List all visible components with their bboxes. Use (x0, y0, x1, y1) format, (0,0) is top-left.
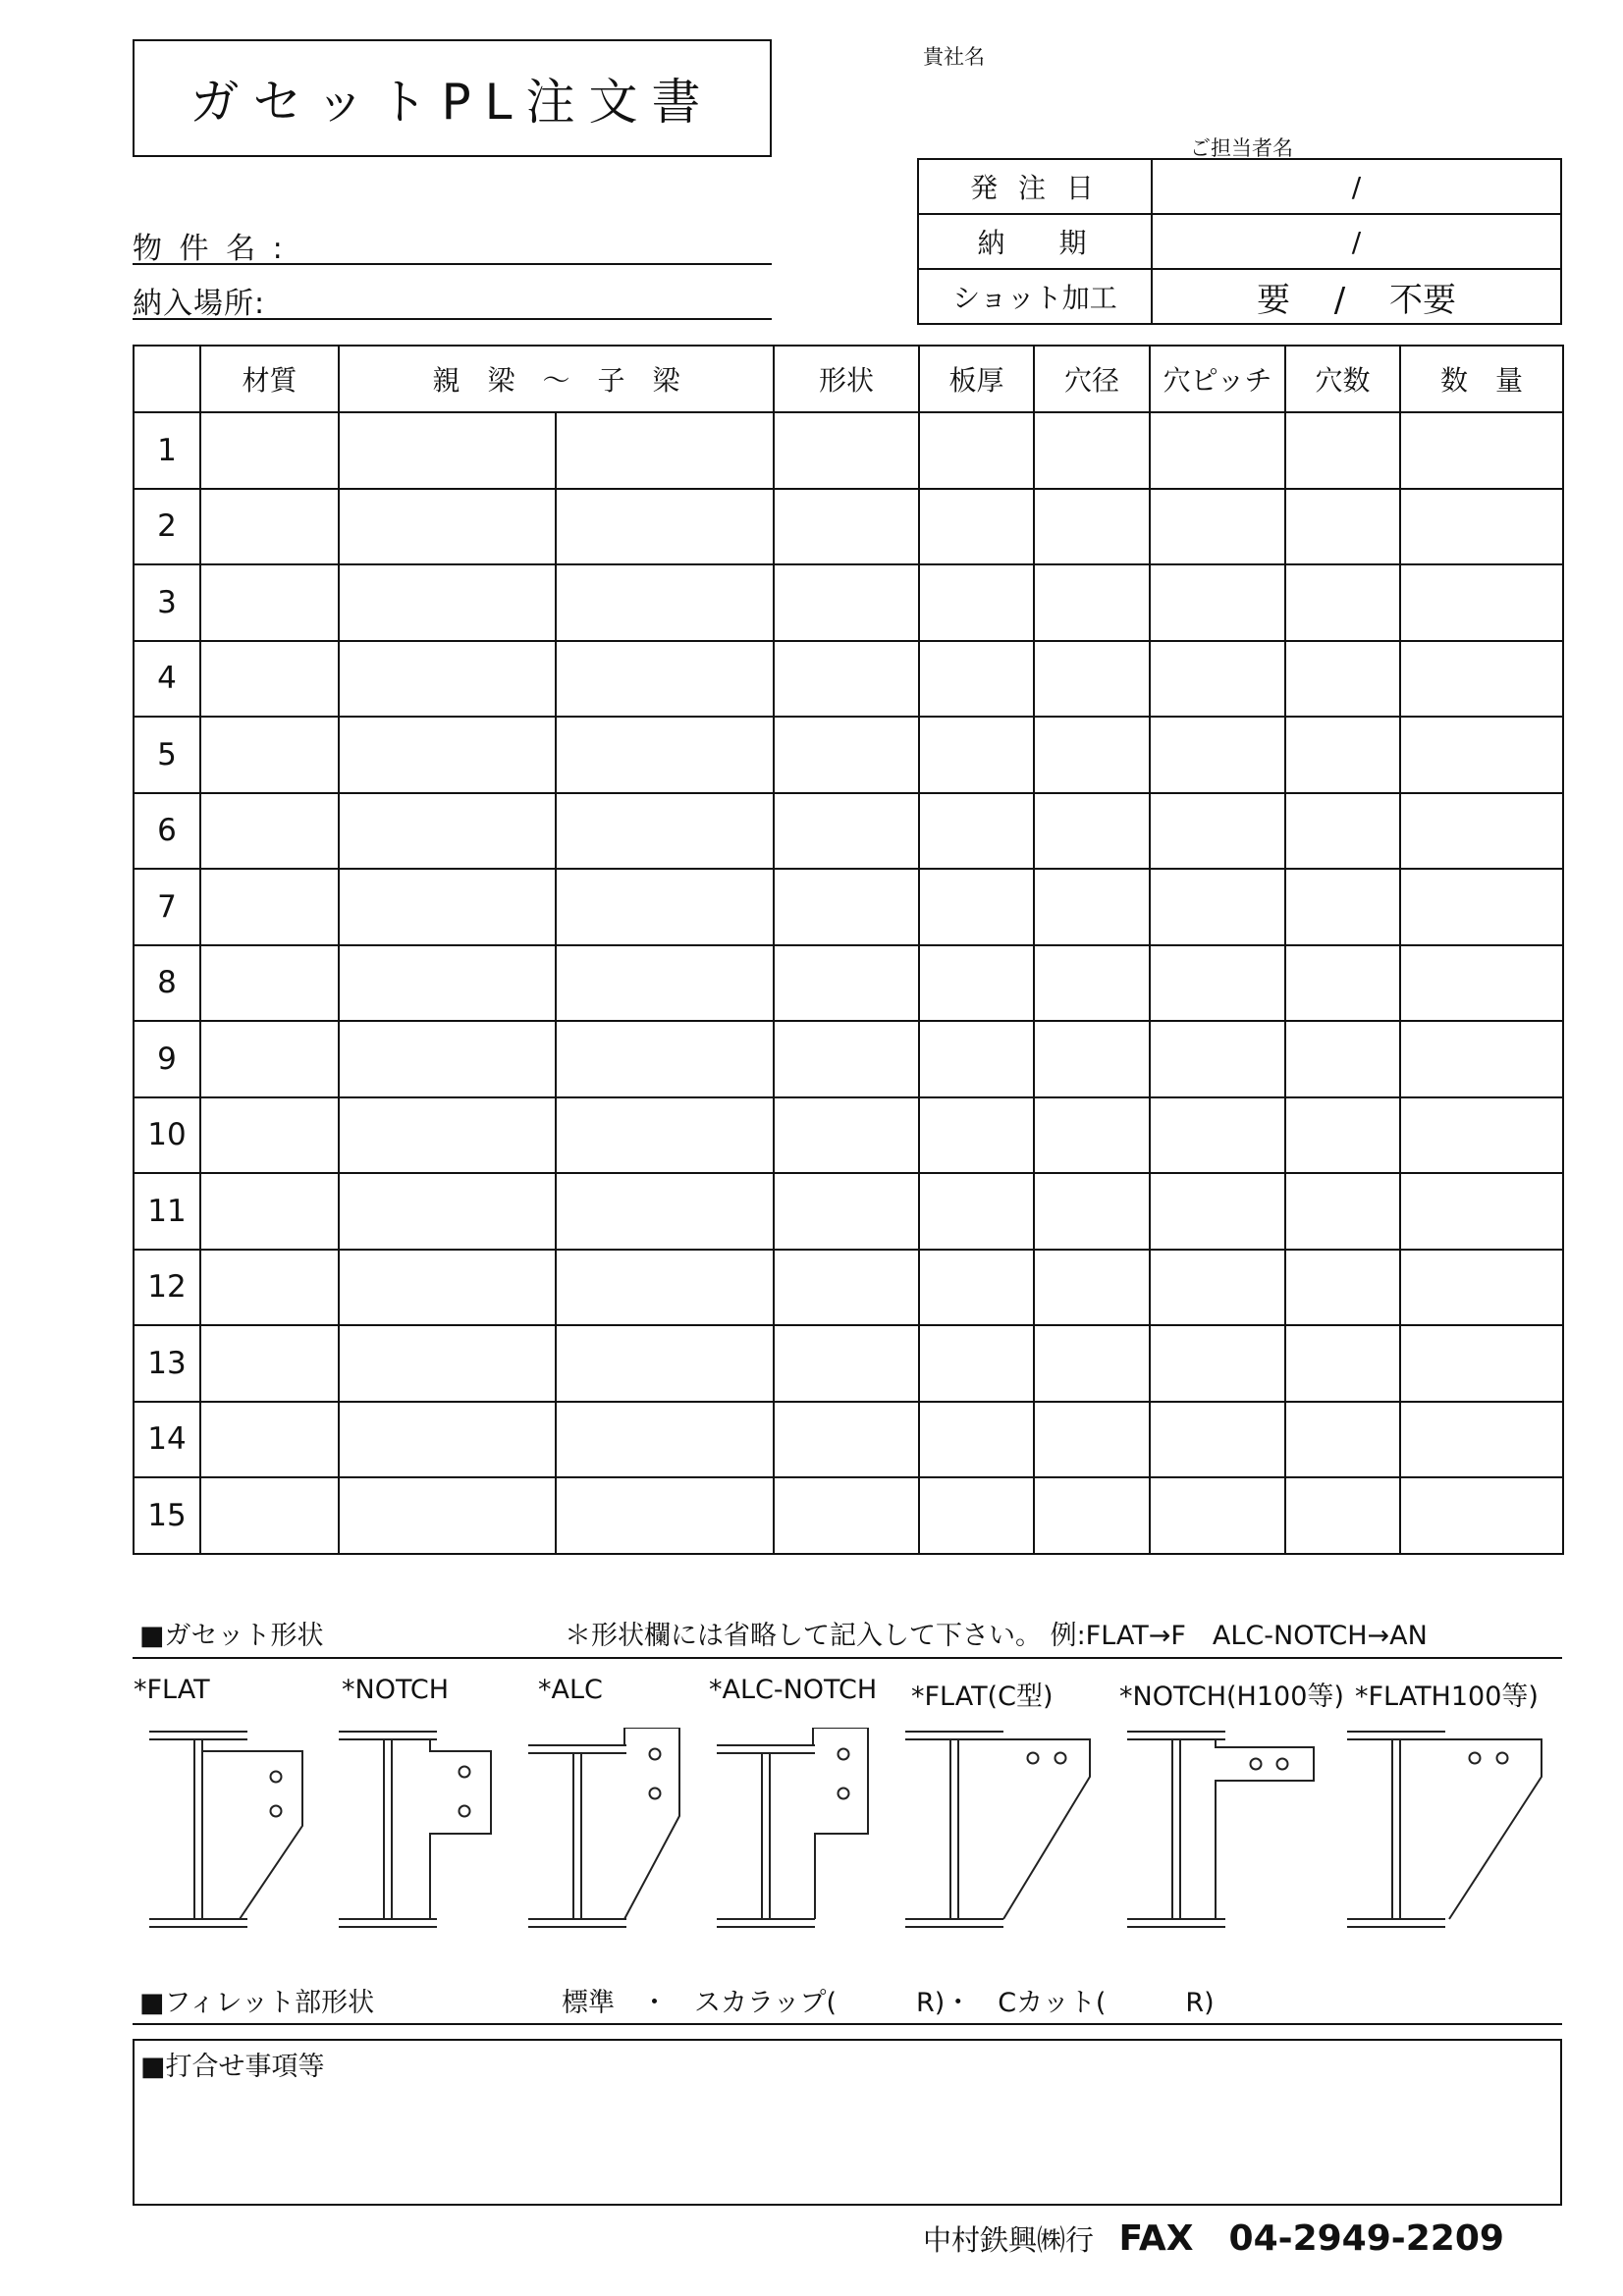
fillet-shape-options: 標準 ・ スカラップ( R)・ Cカット( R) (562, 1988, 1215, 2018)
row-number: 5 (134, 717, 200, 793)
hole-pitch-cell[interactable] (1150, 869, 1285, 945)
table-row (134, 564, 1563, 641)
hole-diameter-cell[interactable] (1034, 793, 1150, 870)
gusset-shape-heading: ■ガセット形状 (139, 1621, 324, 1651)
child-beam-cell[interactable] (556, 869, 774, 945)
project-name-field[interactable] (133, 224, 772, 265)
hole-pitch-cell[interactable] (1150, 412, 1285, 489)
hole-count-cell[interactable] (1285, 793, 1400, 870)
hole-pitch-cell[interactable] (1150, 641, 1285, 718)
hole-diameter-cell[interactable] (1034, 412, 1150, 489)
notch-h100-shape-drawing (1127, 1732, 1314, 1927)
parent-beam-cell[interactable] (339, 1021, 556, 1097)
table-row (134, 945, 1563, 1022)
notes-box[interactable] (133, 2039, 1562, 2206)
row-number: 8 (134, 945, 200, 1022)
footer-company: 中村鉄興㈱行 (923, 2223, 1095, 2257)
hole-diameter-cell[interactable] (1034, 1173, 1150, 1250)
shape-cell[interactable] (774, 1477, 919, 1554)
shape-cell[interactable] (774, 1097, 919, 1174)
row-number: 9 (134, 1021, 200, 1097)
material-cell[interactable] (200, 1402, 339, 1478)
hole-pitch-cell[interactable] (1150, 1325, 1285, 1402)
hole-count-cell[interactable] (1285, 489, 1400, 565)
thickness-cell[interactable] (919, 641, 1034, 718)
row-number: 4 (134, 641, 200, 718)
thickness-cell[interactable] (919, 412, 1034, 489)
parent-beam-cell[interactable] (339, 1477, 556, 1554)
header-quantity: 数 量 (1400, 346, 1563, 412)
child-beam-cell[interactable] (556, 1325, 774, 1402)
child-beam-cell[interactable] (556, 641, 774, 718)
child-beam-cell[interactable] (556, 1173, 774, 1250)
shot-processing-field[interactable]: 要 / 不要 (1152, 269, 1561, 324)
shape-cell[interactable] (774, 1325, 919, 1402)
quantity-cell[interactable] (1400, 412, 1563, 489)
thickness-cell[interactable] (919, 1250, 1034, 1326)
table-row (134, 717, 1563, 793)
shape-cell[interactable] (774, 945, 919, 1022)
parent-beam-cell[interactable] (339, 1402, 556, 1478)
table-row (134, 412, 1563, 489)
hole-count-cell[interactable] (1285, 1402, 1400, 1478)
parent-beam-cell[interactable] (339, 641, 556, 718)
quantity-cell[interactable] (1400, 1325, 1563, 1402)
hole-pitch-cell[interactable] (1150, 793, 1285, 870)
material-cell[interactable] (200, 1325, 339, 1402)
parent-beam-cell[interactable] (339, 489, 556, 565)
child-beam-cell[interactable] (556, 1250, 774, 1326)
material-cell[interactable] (200, 412, 339, 489)
thickness-cell[interactable] (919, 564, 1034, 641)
parent-beam-cell[interactable] (339, 945, 556, 1022)
order-date-label: 発 注 日 (918, 159, 1152, 214)
hole-pitch-cell[interactable] (1150, 717, 1285, 793)
hole-diameter-cell[interactable] (1034, 717, 1150, 793)
hole-count-cell[interactable] (1285, 412, 1400, 489)
material-cell[interactable] (200, 793, 339, 870)
table-row (134, 1402, 1563, 1478)
quantity-cell[interactable] (1400, 641, 1563, 718)
quantity-cell[interactable] (1400, 1402, 1563, 1478)
shape-cell[interactable] (774, 1021, 919, 1097)
quantity-cell[interactable] (1400, 945, 1563, 1022)
hole-diameter-cell[interactable] (1034, 869, 1150, 945)
thickness-cell[interactable] (919, 793, 1034, 870)
order-date-row (918, 159, 1561, 214)
thickness-cell[interactable] (919, 1173, 1034, 1250)
shot-processing-label: ショット加工 (918, 269, 1152, 324)
material-cell[interactable] (200, 489, 339, 565)
hole-pitch-cell[interactable] (1150, 564, 1285, 641)
thickness-cell[interactable] (919, 945, 1034, 1022)
table-row (134, 1173, 1563, 1250)
shape-cell[interactable] (774, 564, 919, 641)
header-material: 材質 (200, 346, 339, 412)
hole-diameter-cell[interactable] (1034, 1477, 1150, 1554)
thickness-cell[interactable] (919, 869, 1034, 945)
hole-count-cell[interactable] (1285, 869, 1400, 945)
delivery-date-row (918, 214, 1561, 269)
hole-pitch-cell[interactable] (1150, 1173, 1285, 1250)
header-shape: 形状 (774, 346, 919, 412)
table-row (134, 793, 1563, 870)
header-thickness: 板厚 (919, 346, 1034, 412)
flat-c-shape-drawing (905, 1732, 1090, 1927)
hole-count-cell[interactable] (1285, 1173, 1400, 1250)
thickness-cell[interactable] (919, 717, 1034, 793)
delivery-place-field[interactable] (133, 279, 772, 320)
row-number: 6 (134, 793, 200, 870)
header-no (134, 346, 200, 412)
company-name-label: 貴社名 (923, 45, 985, 69)
hole-pitch-cell[interactable] (1150, 945, 1285, 1022)
flat-h100-shape-drawing (1347, 1732, 1542, 1927)
table-row (134, 1250, 1563, 1326)
delivery-date-label: 納 期 (918, 214, 1152, 269)
table-row (134, 869, 1563, 945)
hole-diameter-cell[interactable] (1034, 945, 1150, 1022)
table-row (134, 1021, 1563, 1097)
row-number: 1 (134, 412, 200, 489)
hole-pitch-cell[interactable] (1150, 1402, 1285, 1478)
footer-fax: FAX 04-2949-2209 (1118, 2218, 1504, 2259)
hole-pitch-cell[interactable] (1150, 1097, 1285, 1174)
thickness-cell[interactable] (919, 1477, 1034, 1554)
material-cell[interactable] (200, 717, 339, 793)
shape-cell[interactable] (774, 1402, 919, 1478)
hole-count-cell[interactable] (1285, 1325, 1400, 1402)
shape-cell[interactable] (774, 1250, 919, 1326)
parent-beam-cell[interactable] (339, 1325, 556, 1402)
alc-shape-drawing (528, 1728, 679, 1927)
child-beam-cell[interactable] (556, 1402, 774, 1478)
table-row (134, 641, 1563, 718)
thickness-cell[interactable] (919, 1097, 1034, 1174)
material-cell[interactable] (200, 1173, 339, 1250)
table-row (134, 1477, 1563, 1554)
quantity-cell[interactable] (1400, 1097, 1563, 1174)
quantity-cell[interactable] (1400, 564, 1563, 641)
hole-count-cell[interactable] (1285, 945, 1400, 1022)
hole-pitch-cell[interactable] (1150, 1021, 1285, 1097)
shape-label-notch: *NOTCH (342, 1675, 450, 1705)
child-beam-cell[interactable] (556, 717, 774, 793)
quantity-cell[interactable] (1400, 869, 1563, 945)
row-number: 13 (134, 1325, 200, 1402)
hole-diameter-cell[interactable] (1034, 641, 1150, 718)
hole-count-cell[interactable] (1285, 1477, 1400, 1554)
shape-cell[interactable] (774, 869, 919, 945)
child-beam-cell[interactable] (556, 1097, 774, 1174)
row-number: 12 (134, 1250, 200, 1326)
parent-beam-cell[interactable] (339, 1250, 556, 1326)
material-cell[interactable] (200, 564, 339, 641)
shape-cell[interactable] (774, 641, 919, 718)
header-beam: 親 梁 ～ 子 梁 (339, 346, 774, 412)
shot-processing-row (918, 269, 1561, 324)
shape-label-flat-h100: *FLATH100等) (1355, 1682, 1539, 1712)
gusset-shape-note: ＊形状欄には省略して記入して下さい。 例:FLAT→F ALC-NOTCH→AN (565, 1621, 1428, 1651)
parent-beam-cell[interactable] (339, 793, 556, 870)
parent-beam-cell[interactable] (339, 869, 556, 945)
shape-label-alc-notch: *ALC-NOTCH (709, 1675, 878, 1705)
parent-beam-cell[interactable] (339, 1173, 556, 1250)
hole-count-cell[interactable] (1285, 564, 1400, 641)
project-name-label: 物 件 名 : (133, 232, 287, 266)
shape-cell[interactable] (774, 489, 919, 565)
hole-diameter-cell[interactable] (1034, 1097, 1150, 1174)
quantity-cell[interactable] (1400, 489, 1563, 565)
row-number: 3 (134, 564, 200, 641)
material-cell[interactable] (200, 641, 339, 718)
shape-label-flat: *FLAT (134, 1675, 210, 1705)
header-hole-pitch: 穴ピッチ (1150, 346, 1285, 412)
hole-diameter-cell[interactable] (1034, 1021, 1150, 1097)
row-number: 11 (134, 1173, 200, 1250)
flat-shape-drawing (149, 1732, 302, 1927)
contact-person-label: ご担当者名 (1190, 136, 1293, 160)
thickness-cell[interactable] (919, 1402, 1034, 1478)
table-row (134, 489, 1563, 565)
shape-cell[interactable] (774, 1173, 919, 1250)
gusset-shape-drawings (137, 1728, 1551, 1934)
hole-diameter-cell[interactable] (1034, 1325, 1150, 1402)
hole-count-cell[interactable] (1285, 641, 1400, 718)
material-cell[interactable] (200, 1250, 339, 1326)
material-cell[interactable] (200, 1477, 339, 1554)
hole-count-cell[interactable] (1285, 1021, 1400, 1097)
table-row (134, 1097, 1563, 1174)
thickness-cell[interactable] (919, 489, 1034, 565)
quantity-cell[interactable] (1400, 1250, 1563, 1326)
material-cell[interactable] (200, 1021, 339, 1097)
shape-cell[interactable] (774, 793, 919, 870)
material-cell[interactable] (200, 945, 339, 1022)
hole-diameter-cell[interactable] (1034, 489, 1150, 565)
hole-count-cell[interactable] (1285, 717, 1400, 793)
fillet-section-rule (133, 2023, 1562, 2025)
child-beam-cell[interactable] (556, 1477, 774, 1554)
thickness-cell[interactable] (919, 1021, 1034, 1097)
parent-beam-cell[interactable] (339, 564, 556, 641)
hole-diameter-cell[interactable] (1034, 1402, 1150, 1478)
footer (923, 2211, 1504, 2261)
header-hole-diameter: 穴径 (1034, 346, 1150, 412)
gusset-section-rule (133, 1657, 1562, 1659)
parent-beam-cell[interactable] (339, 1097, 556, 1174)
row-number: 2 (134, 489, 200, 565)
hole-count-cell[interactable] (1285, 1097, 1400, 1174)
quantity-cell[interactable] (1400, 1173, 1563, 1250)
order-info-table (917, 158, 1562, 325)
notch-shape-drawing (339, 1732, 491, 1927)
hole-pitch-cell[interactable] (1150, 489, 1285, 565)
quantity-cell[interactable] (1400, 1021, 1563, 1097)
delivery-date-field[interactable]: / (1152, 214, 1561, 269)
parent-beam-cell[interactable] (339, 412, 556, 489)
hole-pitch-cell[interactable] (1150, 1250, 1285, 1326)
row-number: 15 (134, 1477, 200, 1554)
fillet-shape-heading: ■フィレット部形状 (139, 1988, 375, 2018)
row-number: 7 (134, 869, 200, 945)
child-beam-cell[interactable] (556, 489, 774, 565)
child-beam-cell[interactable] (556, 564, 774, 641)
order-items-table (133, 345, 1564, 1555)
form-title: ガセットPL注文書 (133, 39, 772, 157)
parent-beam-cell[interactable] (339, 717, 556, 793)
child-beam-cell[interactable] (556, 412, 774, 489)
hole-diameter-cell[interactable] (1034, 564, 1150, 641)
quantity-cell[interactable] (1400, 1477, 1563, 1554)
table-row (134, 1325, 1563, 1402)
thickness-cell[interactable] (919, 1325, 1034, 1402)
child-beam-cell[interactable] (556, 945, 774, 1022)
shape-cell[interactable] (774, 412, 919, 489)
shape-label-flat-c: *FLAT(C型) (911, 1682, 1054, 1712)
table-header-row (134, 346, 1563, 412)
quantity-cell[interactable] (1400, 793, 1563, 870)
quantity-cell[interactable] (1400, 717, 1563, 793)
notes-heading: ■打合せ事項等 (140, 2052, 325, 2082)
order-date-field[interactable]: / (1152, 159, 1561, 214)
child-beam-cell[interactable] (556, 1021, 774, 1097)
row-number: 14 (134, 1402, 200, 1478)
hole-diameter-cell[interactable] (1034, 1250, 1150, 1326)
row-number: 10 (134, 1097, 200, 1174)
material-cell[interactable] (200, 1097, 339, 1174)
child-beam-cell[interactable] (556, 793, 774, 870)
material-cell[interactable] (200, 869, 339, 945)
header-hole-count: 穴数 (1285, 346, 1400, 412)
alc-notch-shape-drawing (717, 1728, 868, 1927)
shape-cell[interactable] (774, 717, 919, 793)
shape-label-alc: *ALC (538, 1675, 603, 1705)
hole-pitch-cell[interactable] (1150, 1477, 1285, 1554)
delivery-place-label: 納入場所: (133, 287, 266, 321)
hole-count-cell[interactable] (1285, 1250, 1400, 1326)
shape-label-notch-h100: *NOTCH(H100等) (1119, 1682, 1344, 1712)
